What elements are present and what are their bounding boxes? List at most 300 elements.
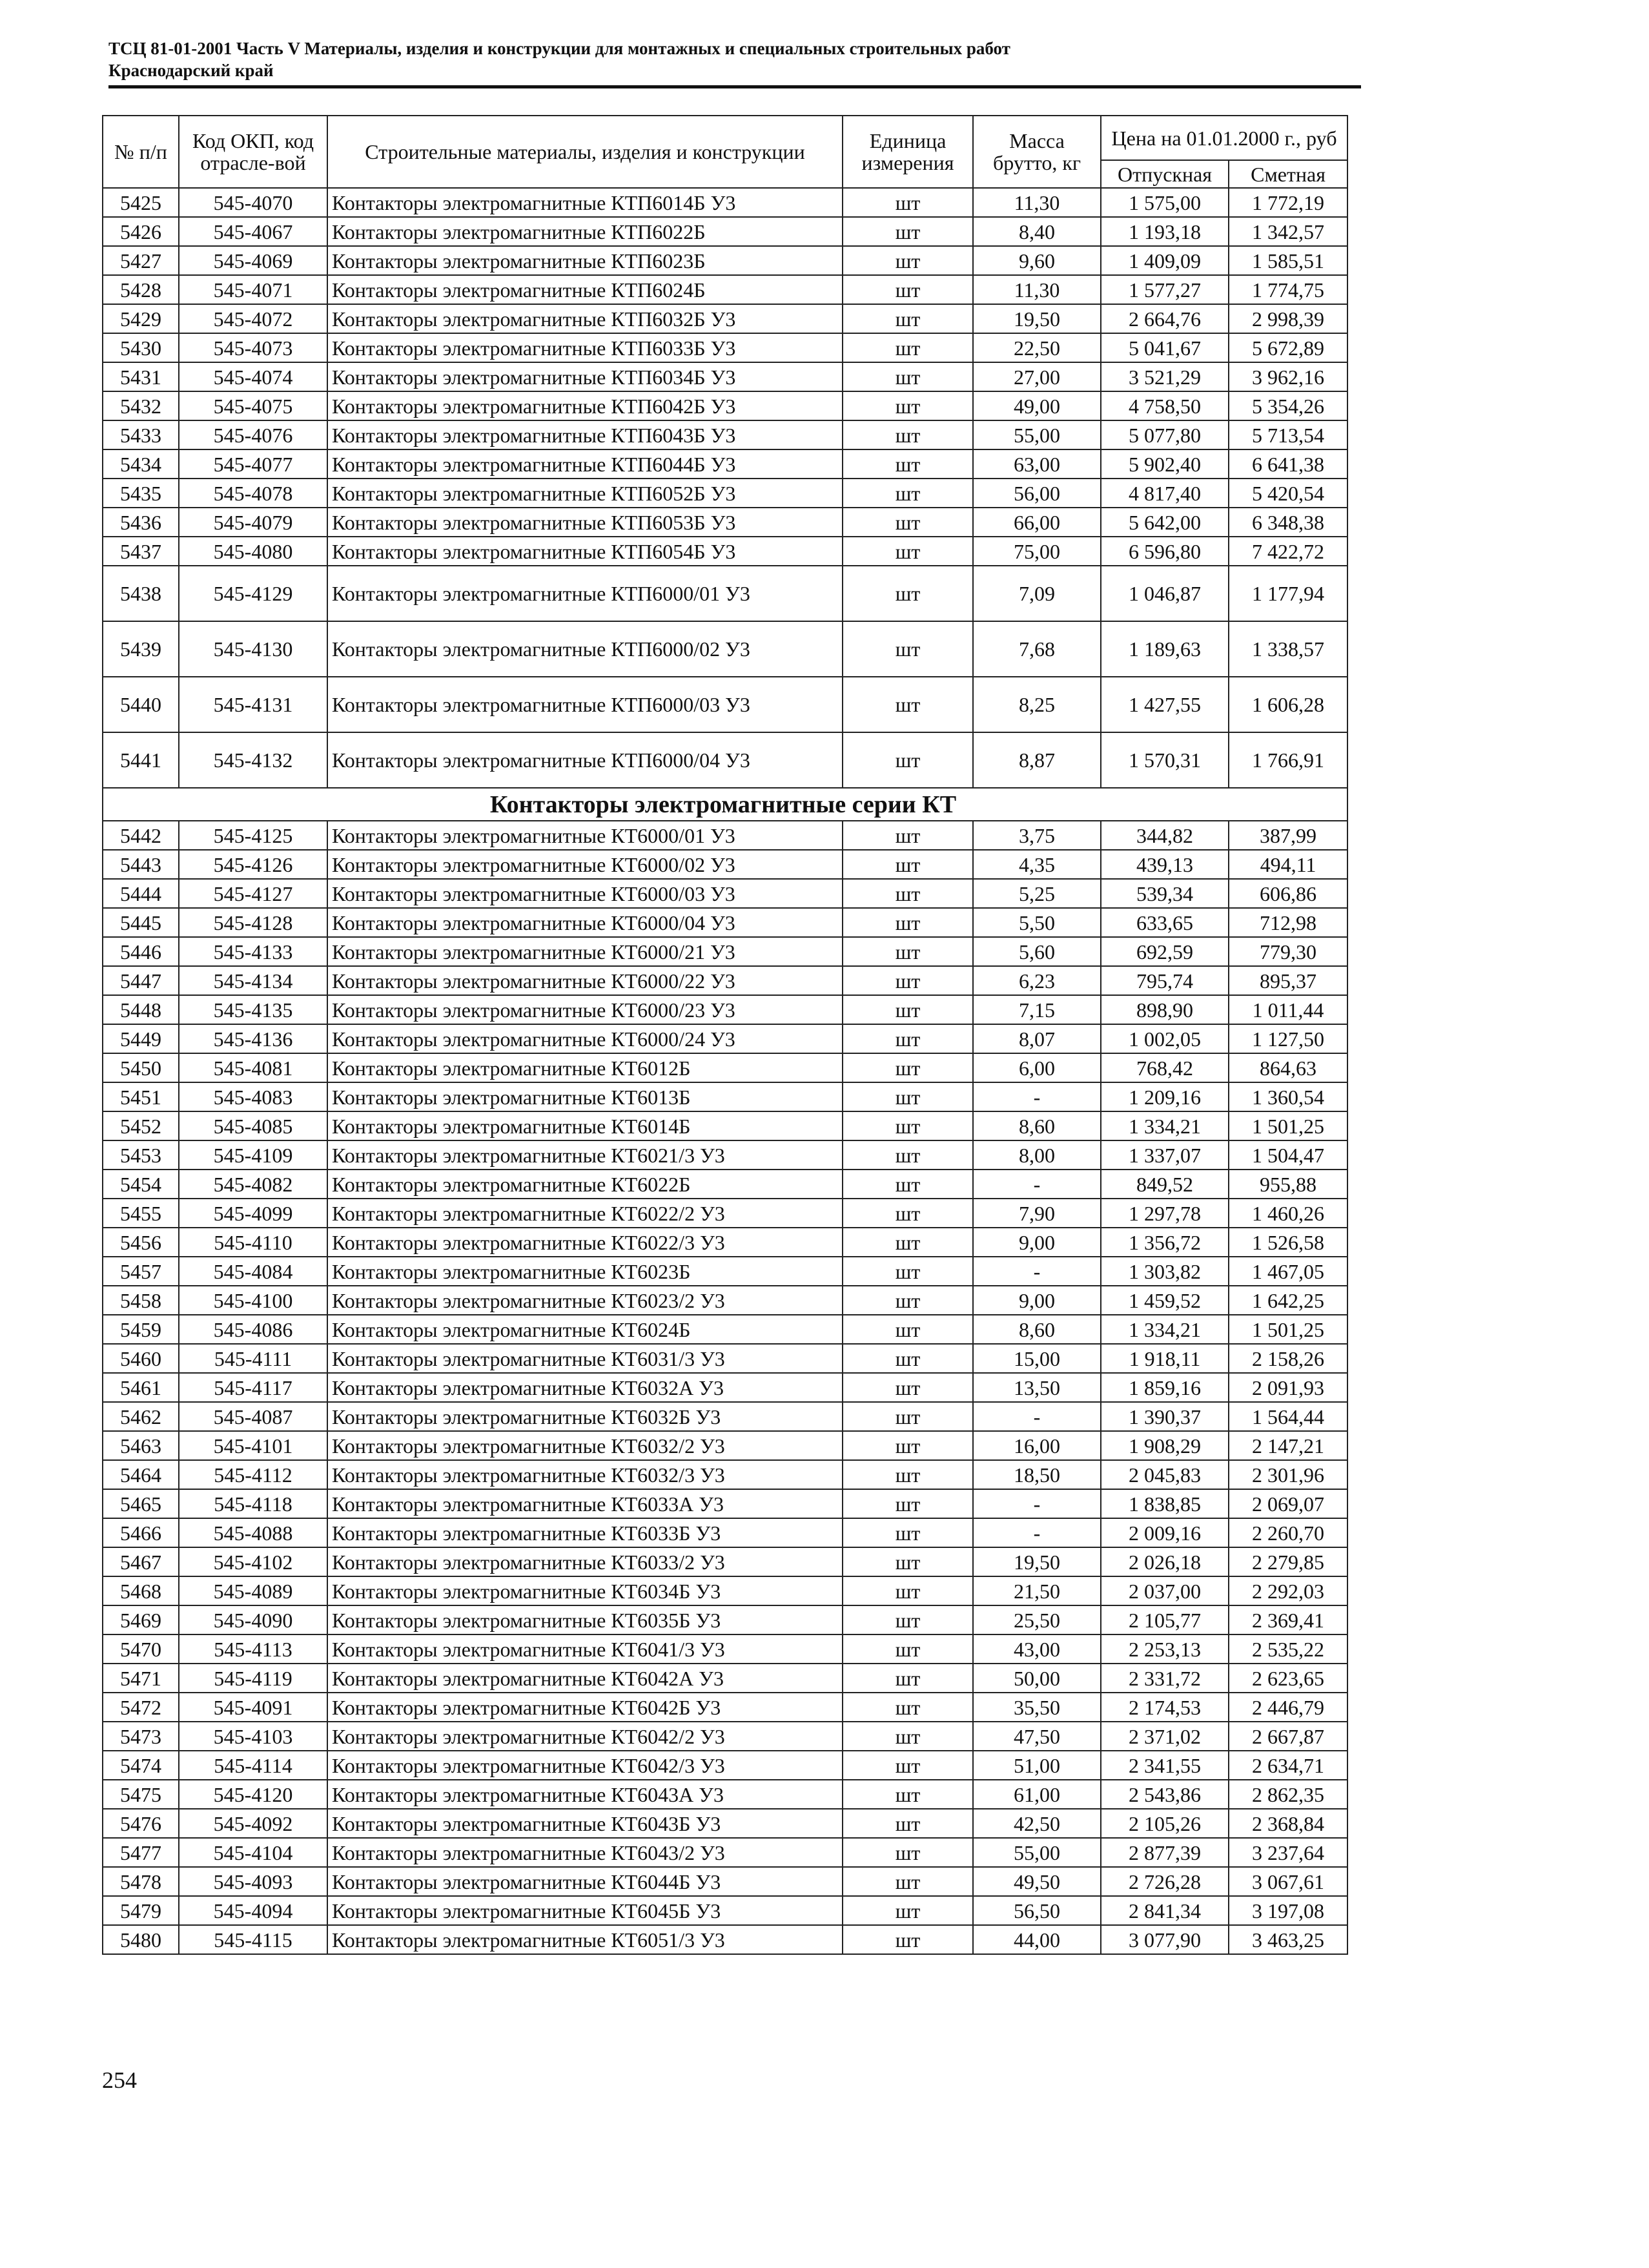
price-estimate: 1 360,54 — [1229, 1082, 1347, 1111]
price-estimate: 1 526,58 — [1229, 1228, 1347, 1257]
material-name: Контакторы электромагнитные КТ6031/3 У3 — [327, 1344, 843, 1373]
price-release: 2 037,00 — [1101, 1576, 1229, 1605]
price-release: 1 838,85 — [1101, 1489, 1229, 1518]
unit: шт — [843, 1780, 973, 1809]
material-name: Контакторы электромагнитные КТ6000/03 У3 — [327, 879, 843, 908]
mass: 51,00 — [973, 1751, 1101, 1780]
okp-code: 545-4079 — [179, 508, 327, 537]
table-row — [103, 1373, 1347, 1402]
unit: шт — [843, 1286, 973, 1315]
material-name: Контакторы электромагнитные КТ6033А У3 — [327, 1489, 843, 1518]
material-name: Контакторы электромагнитные КТП6034Б У3 — [327, 362, 843, 391]
material-name: Контакторы электромагнитные КТП6000/02 У3 — [327, 621, 843, 677]
row-number: 5428 — [103, 275, 179, 304]
row-number: 5429 — [103, 304, 179, 333]
row-number: 5452 — [103, 1111, 179, 1140]
okp-code: 545-4115 — [179, 1925, 327, 1954]
price-release: 1 409,09 — [1101, 246, 1229, 275]
price-release: 692,59 — [1101, 937, 1229, 966]
price-estimate: 1 504,47 — [1229, 1140, 1347, 1170]
mass: 66,00 — [973, 508, 1101, 537]
material-name: Контакторы электромагнитные КТП6000/03 У3 — [327, 677, 843, 732]
unit: шт — [843, 304, 973, 333]
row-number: 5475 — [103, 1780, 179, 1809]
material-name: Контакторы электромагнитные КТ6045Б У3 — [327, 1896, 843, 1925]
price-release: 4 758,50 — [1101, 391, 1229, 420]
okp-code: 545-4127 — [179, 879, 327, 908]
row-number: 5432 — [103, 391, 179, 420]
material-name: Контакторы электромагнитные КТ6023/2 У3 — [327, 1286, 843, 1315]
unit: шт — [843, 246, 973, 275]
price-estimate: 2 667,87 — [1229, 1722, 1347, 1751]
row-number: 5468 — [103, 1576, 179, 1605]
table-row — [103, 1082, 1347, 1111]
unit: шт — [843, 1693, 973, 1722]
mass: - — [973, 1082, 1101, 1111]
table-row — [103, 1722, 1347, 1751]
material-name: Контакторы электромагнитные КТП6042Б У3 — [327, 391, 843, 420]
okp-code: 545-4070 — [179, 188, 327, 217]
table-row — [103, 449, 1347, 479]
okp-code: 545-4099 — [179, 1199, 327, 1228]
price-estimate: 712,98 — [1229, 908, 1347, 937]
unit: шт — [843, 333, 973, 362]
row-number: 5425 — [103, 188, 179, 217]
material-name: Контакторы электромагнитные КТ6022Б — [327, 1170, 843, 1199]
table-row — [103, 1809, 1347, 1838]
okp-code: 545-4126 — [179, 850, 327, 879]
mass: 8,60 — [973, 1315, 1101, 1344]
unit: шт — [843, 1547, 973, 1576]
price-estimate: 1 177,94 — [1229, 566, 1347, 621]
price-release: 6 596,80 — [1101, 537, 1229, 566]
price-estimate: 387,99 — [1229, 821, 1347, 850]
unit: шт — [843, 1082, 973, 1111]
row-number: 5433 — [103, 420, 179, 449]
price-estimate: 1 642,25 — [1229, 1286, 1347, 1315]
price-estimate: 606,86 — [1229, 879, 1347, 908]
mass: 9,00 — [973, 1286, 1101, 1315]
okp-code: 545-4086 — [179, 1315, 327, 1344]
mass: 8,07 — [973, 1024, 1101, 1053]
price-estimate: 1 501,25 — [1229, 1315, 1347, 1344]
mass: 55,00 — [973, 420, 1101, 449]
price-release: 539,34 — [1101, 879, 1229, 908]
mass: 44,00 — [973, 1925, 1101, 1954]
unit: шт — [843, 1431, 973, 1460]
material-name: Контакторы электромагнитные КТ6022/3 У3 — [327, 1228, 843, 1257]
material-name: Контакторы электромагнитные КТП6022Б — [327, 217, 843, 246]
table-row — [103, 966, 1347, 995]
row-number: 5445 — [103, 908, 179, 937]
price-estimate: 2 535,22 — [1229, 1634, 1347, 1664]
price-estimate: 2 301,96 — [1229, 1460, 1347, 1489]
price-estimate: 2 862,35 — [1229, 1780, 1347, 1809]
mass: 11,30 — [973, 275, 1101, 304]
okp-code: 545-4125 — [179, 821, 327, 850]
price-estimate: 2 069,07 — [1229, 1489, 1347, 1518]
price-estimate: 1 342,57 — [1229, 217, 1347, 246]
price-release: 1 570,31 — [1101, 732, 1229, 788]
price-estimate: 779,30 — [1229, 937, 1347, 966]
table-row — [103, 908, 1347, 937]
price-estimate: 3 463,25 — [1229, 1925, 1347, 1954]
price-table — [102, 115, 1348, 1955]
unit: шт — [843, 1402, 973, 1431]
material-name: Контакторы электромагнитные КТ6000/01 У3 — [327, 821, 843, 850]
mass: 75,00 — [973, 537, 1101, 566]
okp-code: 545-4119 — [179, 1664, 327, 1693]
okp-code: 545-4089 — [179, 1576, 327, 1605]
price-release: 2 371,02 — [1101, 1722, 1229, 1751]
unit: шт — [843, 1344, 973, 1373]
okp-code: 545-4092 — [179, 1809, 327, 1838]
mass: 25,50 — [973, 1605, 1101, 1634]
price-estimate: 1 564,44 — [1229, 1402, 1347, 1431]
row-number: 5473 — [103, 1722, 179, 1751]
col-header-code: Код ОКП, код отрасле-вой — [179, 116, 327, 188]
price-estimate: 1 011,44 — [1229, 995, 1347, 1024]
price-estimate: 864,63 — [1229, 1053, 1347, 1082]
mass: 5,50 — [973, 908, 1101, 937]
mass: 49,50 — [973, 1867, 1101, 1896]
price-estimate: 895,37 — [1229, 966, 1347, 995]
row-number: 5476 — [103, 1809, 179, 1838]
okp-code: 545-4073 — [179, 333, 327, 362]
price-release: 1 193,18 — [1101, 217, 1229, 246]
price-release: 439,13 — [1101, 850, 1229, 879]
table-row — [103, 677, 1347, 732]
price-release: 1 908,29 — [1101, 1431, 1229, 1460]
unit: шт — [843, 508, 973, 537]
row-number: 5434 — [103, 449, 179, 479]
row-number: 5436 — [103, 508, 179, 537]
mass: 5,60 — [973, 937, 1101, 966]
price-estimate: 1 501,25 — [1229, 1111, 1347, 1140]
mass: 15,00 — [973, 1344, 1101, 1373]
mass: 27,00 — [973, 362, 1101, 391]
unit: шт — [843, 1315, 973, 1344]
material-name: Контакторы электромагнитные КТ6032/2 У3 — [327, 1431, 843, 1460]
price-estimate: 5 354,26 — [1229, 391, 1347, 420]
okp-code: 545-4093 — [179, 1867, 327, 1896]
material-name: Контакторы электромагнитные КТ6000/24 У3 — [327, 1024, 843, 1053]
row-number: 5448 — [103, 995, 179, 1024]
okp-code: 545-4134 — [179, 966, 327, 995]
mass: 21,50 — [973, 1576, 1101, 1605]
okp-code: 545-4114 — [179, 1751, 327, 1780]
price-estimate: 1 467,05 — [1229, 1257, 1347, 1286]
row-number: 5478 — [103, 1867, 179, 1896]
row-number: 5471 — [103, 1664, 179, 1693]
table-row — [103, 275, 1347, 304]
okp-code: 545-4075 — [179, 391, 327, 420]
okp-code: 545-4090 — [179, 1605, 327, 1634]
material-name: Контакторы электромагнитные КТП6000/01 У3 — [327, 566, 843, 621]
page-header — [108, 37, 1361, 81]
okp-code: 545-4111 — [179, 1344, 327, 1373]
price-release: 2 331,72 — [1101, 1664, 1229, 1693]
price-estimate: 5 420,54 — [1229, 479, 1347, 508]
section-row — [103, 788, 1347, 821]
unit: шт — [843, 391, 973, 420]
price-release: 344,82 — [1101, 821, 1229, 850]
okp-code: 545-4118 — [179, 1489, 327, 1518]
price-release: 4 817,40 — [1101, 479, 1229, 508]
row-number: 5462 — [103, 1402, 179, 1431]
price-estimate: 2 634,71 — [1229, 1751, 1347, 1780]
price-estimate: 3 237,64 — [1229, 1838, 1347, 1867]
row-number: 5477 — [103, 1838, 179, 1867]
unit: шт — [843, 937, 973, 966]
table-row — [103, 1576, 1347, 1605]
unit: шт — [843, 1751, 973, 1780]
price-release: 2 045,83 — [1101, 1460, 1229, 1489]
material-name: Контакторы электромагнитные КТ6032Б У3 — [327, 1402, 843, 1431]
material-name: Контакторы электромагнитные КТ6024Б — [327, 1315, 843, 1344]
mass: 7,15 — [973, 995, 1101, 1024]
mass: 19,50 — [973, 1547, 1101, 1576]
row-number: 5467 — [103, 1547, 179, 1576]
price-release: 2 174,53 — [1101, 1693, 1229, 1722]
okp-code: 545-4117 — [179, 1373, 327, 1402]
table-row — [103, 1547, 1347, 1576]
price-release: 2 105,26 — [1101, 1809, 1229, 1838]
row-number: 5469 — [103, 1605, 179, 1634]
price-release: 1 356,72 — [1101, 1228, 1229, 1257]
unit: шт — [843, 1896, 973, 1925]
mass: - — [973, 1170, 1101, 1199]
material-name: Контакторы электромагнитные КТ6043А У3 — [327, 1780, 843, 1809]
col-header-price-release: Отпускная — [1101, 160, 1229, 188]
mass: - — [973, 1518, 1101, 1547]
price-release: 5 902,40 — [1101, 449, 1229, 479]
material-name: Контакторы электромагнитные КТП6044Б У3 — [327, 449, 843, 479]
price-estimate: 2 623,65 — [1229, 1664, 1347, 1693]
price-estimate: 6 641,38 — [1229, 449, 1347, 479]
table-row — [103, 1315, 1347, 1344]
table-row — [103, 1751, 1347, 1780]
table-row — [103, 995, 1347, 1024]
table-row — [103, 1286, 1347, 1315]
unit: шт — [843, 188, 973, 217]
unit: шт — [843, 1925, 973, 1954]
price-release: 1 427,55 — [1101, 677, 1229, 732]
okp-code: 545-4088 — [179, 1518, 327, 1547]
mass: - — [973, 1257, 1101, 1286]
table-row — [103, 1634, 1347, 1664]
okp-code: 545-4132 — [179, 732, 327, 788]
price-estimate: 1 772,19 — [1229, 188, 1347, 217]
table-row — [103, 850, 1347, 879]
mass: 35,50 — [973, 1693, 1101, 1722]
okp-code: 545-4120 — [179, 1780, 327, 1809]
price-estimate: 1 127,50 — [1229, 1024, 1347, 1053]
table-body-ktp — [103, 188, 1347, 566]
row-number: 5437 — [103, 537, 179, 566]
col-header-mass: Масса брутто, кг — [973, 116, 1101, 188]
price-release: 849,52 — [1101, 1170, 1229, 1199]
table-row — [103, 508, 1347, 537]
table-row — [103, 821, 1347, 850]
material-name: Контакторы электромагнитные КТ6000/23 У3 — [327, 995, 843, 1024]
table-row — [103, 879, 1347, 908]
material-name: Контакторы электромагнитные КТ6044Б У3 — [327, 1867, 843, 1896]
okp-code: 545-4110 — [179, 1228, 327, 1257]
col-header-price-estimate: Сметная — [1229, 160, 1347, 188]
price-release: 898,90 — [1101, 995, 1229, 1024]
unit: шт — [843, 732, 973, 788]
price-estimate: 6 348,38 — [1229, 508, 1347, 537]
okp-code: 545-4104 — [179, 1838, 327, 1867]
unit: шт — [843, 1838, 973, 1867]
price-estimate: 1 774,75 — [1229, 275, 1347, 304]
unit: шт — [843, 879, 973, 908]
price-release: 1 918,11 — [1101, 1344, 1229, 1373]
row-number: 5442 — [103, 821, 179, 850]
unit: шт — [843, 1373, 973, 1402]
material-name: Контакторы электромагнитные КТ6042А У3 — [327, 1664, 843, 1693]
table-row — [103, 479, 1347, 508]
mass: 7,68 — [973, 621, 1101, 677]
material-name: Контакторы электромагнитные КТ6012Б — [327, 1053, 843, 1082]
okp-code: 545-4077 — [179, 449, 327, 479]
table-row — [103, 246, 1347, 275]
okp-code: 545-4085 — [179, 1111, 327, 1140]
row-number: 5470 — [103, 1634, 179, 1664]
price-release: 1 859,16 — [1101, 1373, 1229, 1402]
unit: шт — [843, 621, 973, 677]
table-row — [103, 333, 1347, 362]
price-estimate: 494,11 — [1229, 850, 1347, 879]
price-release: 1 390,37 — [1101, 1402, 1229, 1431]
row-number: 5460 — [103, 1344, 179, 1373]
table-row — [103, 1693, 1347, 1722]
table-row — [103, 1925, 1347, 1954]
material-name: Контакторы электромагнитные КТ6041/3 У3 — [327, 1634, 843, 1664]
unit: шт — [843, 1257, 973, 1286]
table-row — [103, 1460, 1347, 1489]
material-name: Контакторы электромагнитные КТП6052Б У3 — [327, 479, 843, 508]
row-number: 5449 — [103, 1024, 179, 1053]
material-name: Контакторы электромагнитные КТ6022/2 У3 — [327, 1199, 843, 1228]
unit: шт — [843, 1722, 973, 1751]
table-section — [103, 788, 1347, 821]
unit: шт — [843, 1111, 973, 1140]
okp-code: 545-4069 — [179, 246, 327, 275]
okp-code: 545-4131 — [179, 677, 327, 732]
mass: 50,00 — [973, 1664, 1101, 1693]
price-release: 1 334,21 — [1101, 1111, 1229, 1140]
unit: шт — [843, 1024, 973, 1053]
price-estimate: 1 606,28 — [1229, 677, 1347, 732]
price-estimate: 1 585,51 — [1229, 246, 1347, 275]
price-release: 1 577,27 — [1101, 275, 1229, 304]
price-release: 5 041,67 — [1101, 333, 1229, 362]
header-divider — [108, 85, 1361, 88]
header-document-title: ТСЦ 81-01-2001 Часть V Материалы, изделия и конструкции для монтажных и специальных строительных работ — [108, 39, 1010, 58]
unit: шт — [843, 966, 973, 995]
mass: 61,00 — [973, 1780, 1101, 1809]
okp-code: 545-4135 — [179, 995, 327, 1024]
table-row — [103, 1664, 1347, 1693]
table-row — [103, 537, 1347, 566]
row-number: 5441 — [103, 732, 179, 788]
mass: 63,00 — [973, 449, 1101, 479]
price-estimate: 2 158,26 — [1229, 1344, 1347, 1373]
header-region: Краснодарский край — [108, 61, 274, 80]
table-row — [103, 566, 1347, 621]
material-name: Контакторы электромагнитные КТП6032Б У3 — [327, 304, 843, 333]
material-name: Контакторы электромагнитные КТ6021/3 У3 — [327, 1140, 843, 1170]
row-number: 5451 — [103, 1082, 179, 1111]
mass: 4,35 — [973, 850, 1101, 879]
material-name: Контакторы электромагнитные КТ6023Б — [327, 1257, 843, 1286]
price-release: 2 664,76 — [1101, 304, 1229, 333]
unit: шт — [843, 995, 973, 1024]
unit: шт — [843, 217, 973, 246]
table-row — [103, 188, 1347, 217]
material-name: Контакторы электромагнитные КТП6033Б У3 — [327, 333, 843, 362]
row-number: 5444 — [103, 879, 179, 908]
row-number: 5455 — [103, 1199, 179, 1228]
table-row — [103, 621, 1347, 677]
mass: 9,00 — [973, 1228, 1101, 1257]
material-name: Контакторы электромагнитные КТ6000/21 У3 — [327, 937, 843, 966]
mass: 11,30 — [973, 188, 1101, 217]
price-release: 3 521,29 — [1101, 362, 1229, 391]
row-number: 5447 — [103, 966, 179, 995]
price-release: 1 189,63 — [1101, 621, 1229, 677]
okp-code: 545-4103 — [179, 1722, 327, 1751]
material-name: Контакторы электромагнитные КТ6000/02 У3 — [327, 850, 843, 879]
okp-code: 545-4087 — [179, 1402, 327, 1431]
row-number: 5457 — [103, 1257, 179, 1286]
material-name: Контакторы электромагнитные КТ6000/22 У3 — [327, 966, 843, 995]
price-release: 3 077,90 — [1101, 1925, 1229, 1954]
material-name: Контакторы электромагнитные КТП6053Б У3 — [327, 508, 843, 537]
row-number: 5450 — [103, 1053, 179, 1082]
mass: 8,87 — [973, 732, 1101, 788]
unit: шт — [843, 1634, 973, 1664]
mass: 8,25 — [973, 677, 1101, 732]
table-row — [103, 1228, 1347, 1257]
table-row — [103, 420, 1347, 449]
table-row — [103, 1170, 1347, 1199]
okp-code: 545-4109 — [179, 1140, 327, 1170]
price-release: 1 209,16 — [1101, 1082, 1229, 1111]
unit: шт — [843, 566, 973, 621]
price-release: 1 002,05 — [1101, 1024, 1229, 1053]
col-header-price-group: Цена на 01.01.2000 г., руб — [1101, 116, 1347, 160]
row-number: 5440 — [103, 677, 179, 732]
price-release: 2 253,13 — [1101, 1634, 1229, 1664]
unit: шт — [843, 1228, 973, 1257]
price-estimate: 2 279,85 — [1229, 1547, 1347, 1576]
mass: 16,00 — [973, 1431, 1101, 1460]
mass: 42,50 — [973, 1809, 1101, 1838]
unit: шт — [843, 1170, 973, 1199]
material-name: Контакторы электромагнитные КТ6043Б У3 — [327, 1809, 843, 1838]
row-number: 5453 — [103, 1140, 179, 1170]
mass: 6,00 — [973, 1053, 1101, 1082]
mass: 7,09 — [973, 566, 1101, 621]
price-estimate: 2 292,03 — [1229, 1576, 1347, 1605]
okp-code: 545-4083 — [179, 1082, 327, 1111]
unit: шт — [843, 1867, 973, 1896]
price-estimate: 1 460,26 — [1229, 1199, 1347, 1228]
table-row — [103, 1344, 1347, 1373]
